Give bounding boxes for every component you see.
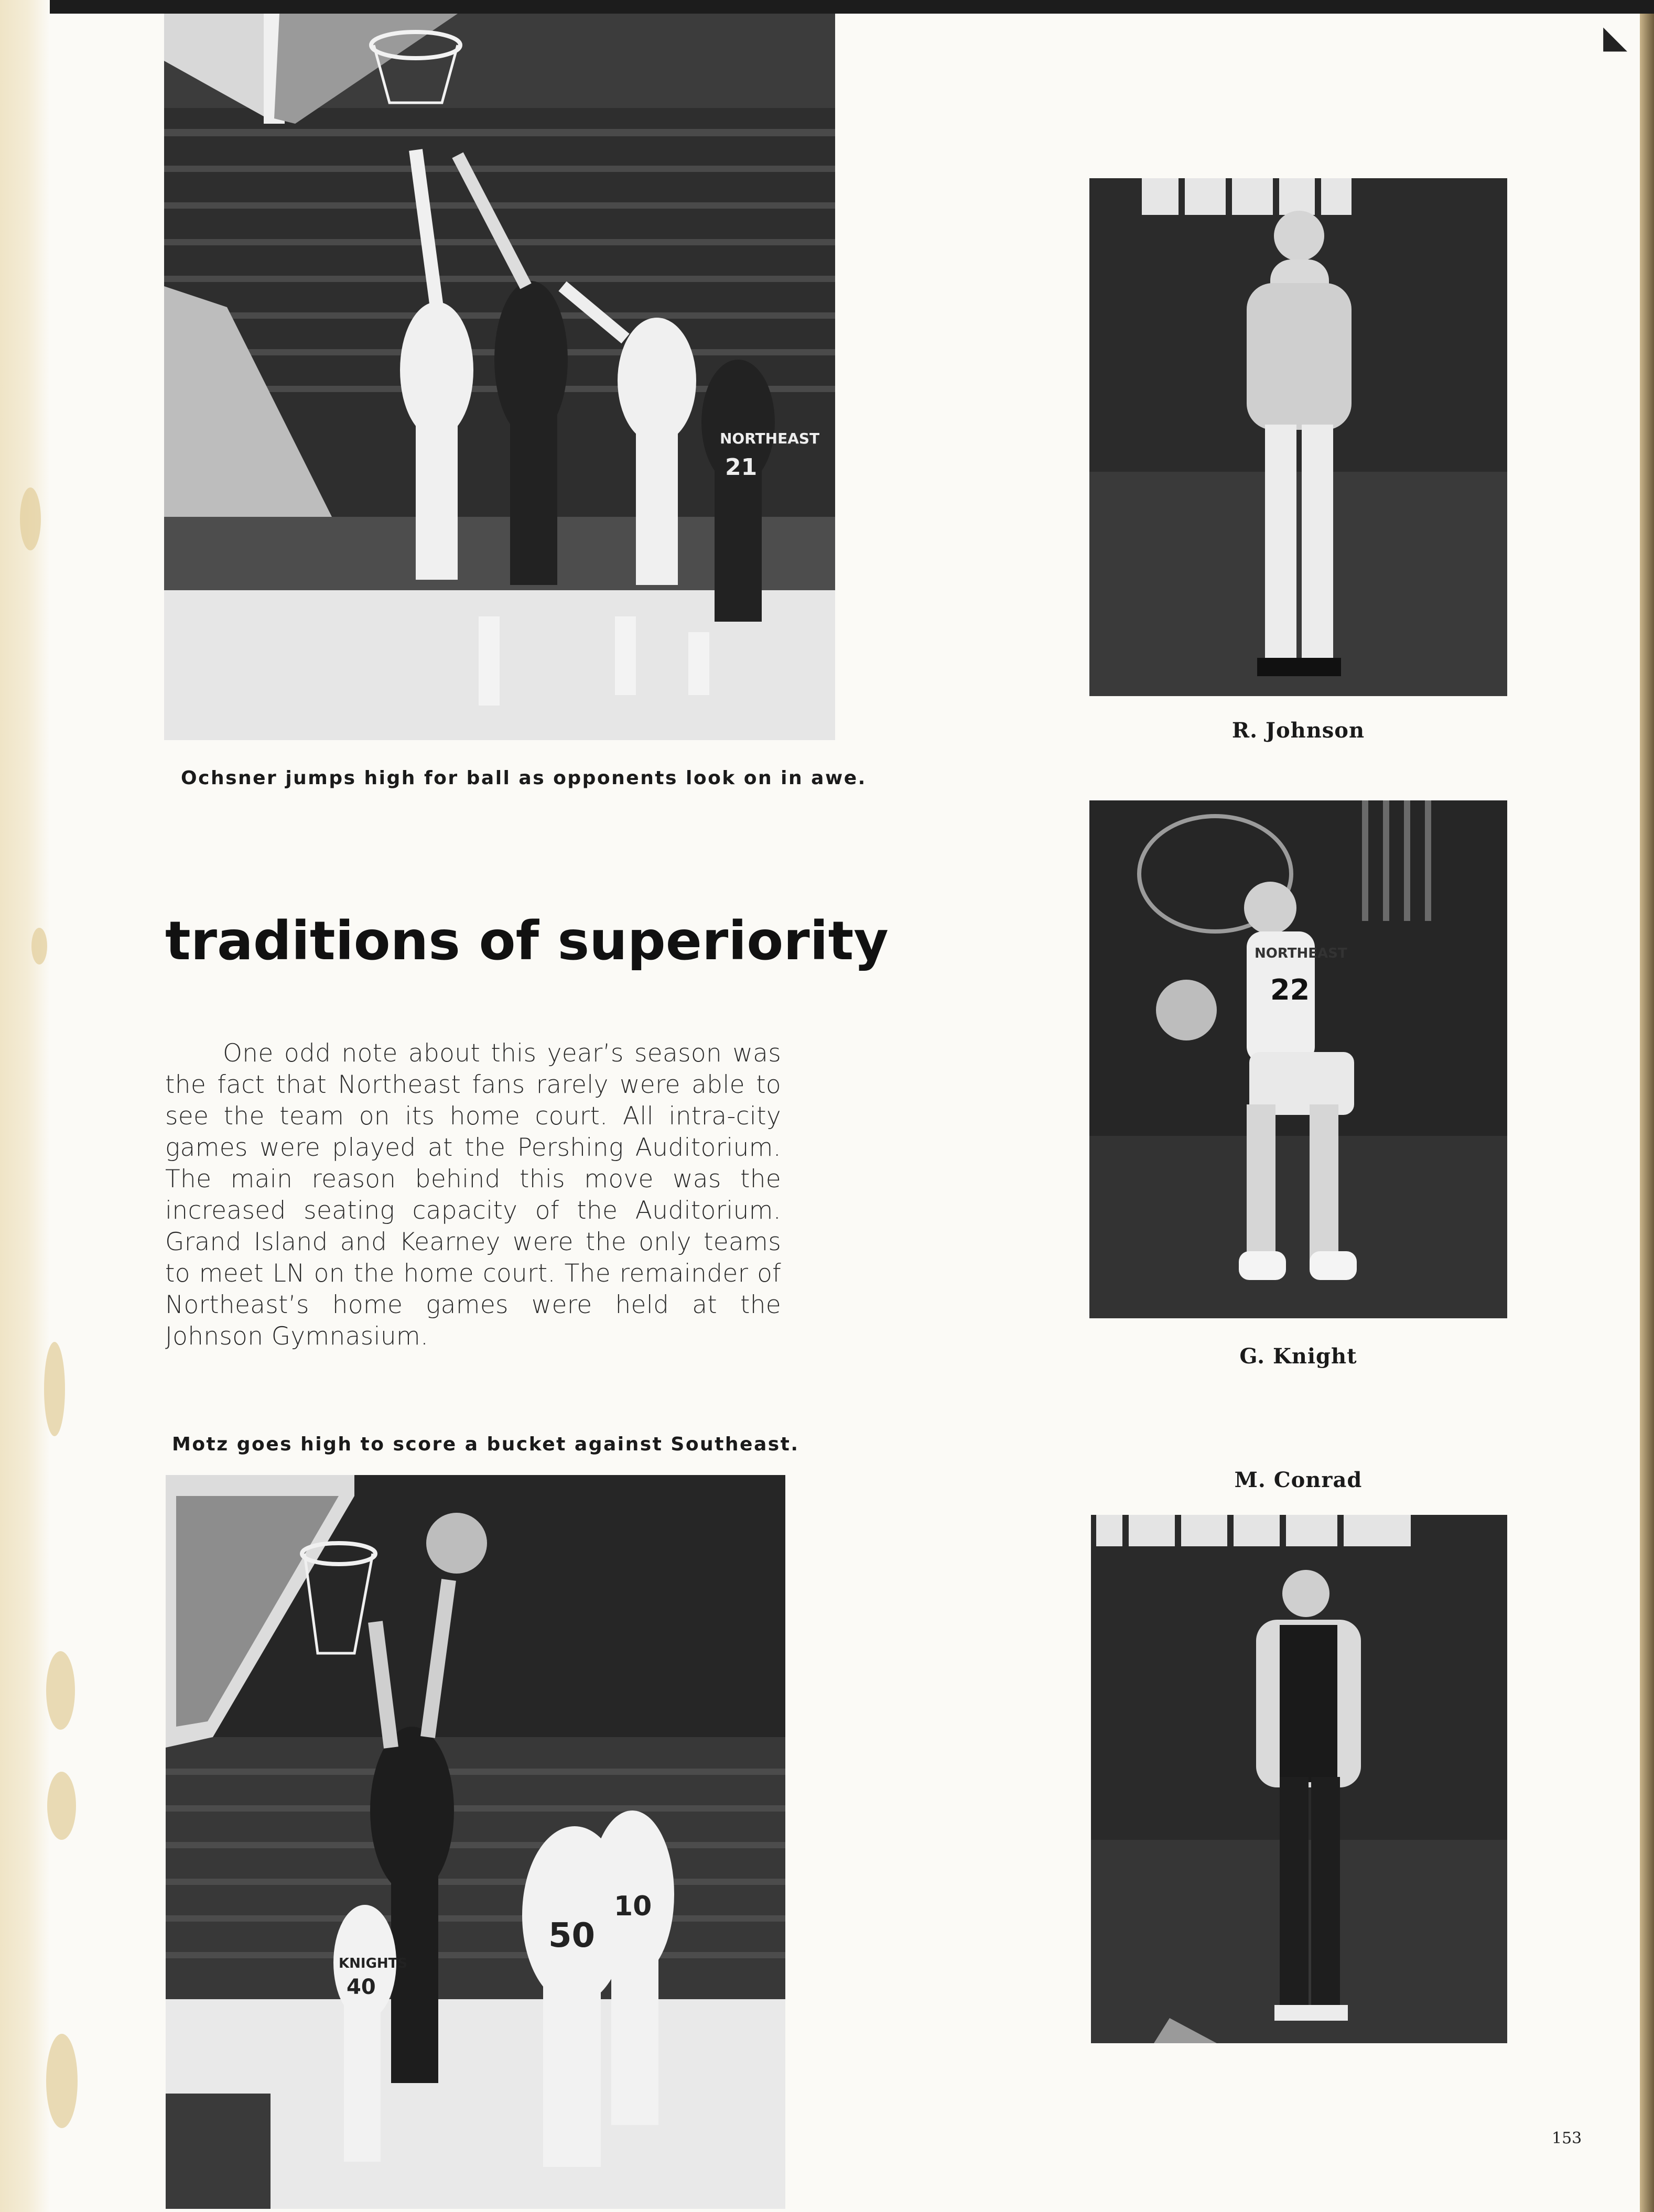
article-body [165, 1038, 781, 1352]
caption-portrait-johnson: R. Johnson [1231, 718, 1365, 743]
jersey-number: 22 [1270, 973, 1310, 1006]
page-number: 153 [1552, 2129, 1582, 2148]
binding-stain [20, 487, 41, 550]
article-body-text: One odd note about this year’s season was the fact that Northeast fans rarely were able to see the team on its home court. All intra-city games were played at the Pershing Auditorium. The main reason behind this move was the increased seating capacity of the Auditorium. Grand Island and Kearney were the only teams to meet LN on the home court. The remainder of Northeast’s home games were held at the Johnson Gymnasium. [165, 1039, 781, 1351]
jersey-number: 50 [548, 1916, 596, 1955]
photo-top-game [164, 14, 835, 740]
binding-stain [46, 1651, 75, 1730]
photo-portrait-knight [1089, 800, 1507, 1318]
page-top-border [0, 0, 1654, 14]
photo-bottom-game [166, 1475, 785, 2209]
binding-stain [44, 1342, 65, 1436]
binding-stain [31, 928, 47, 964]
jersey-number: 10 [614, 1891, 652, 1922]
page-right-edge [1640, 14, 1654, 2212]
caption-portrait-conrad: M. Conrad [1234, 1468, 1363, 1492]
binding-stain [46, 2034, 78, 2128]
jersey-number: 21 [725, 454, 758, 481]
page-binding-edge [0, 0, 50, 2212]
photo-portrait-conrad [1091, 1515, 1507, 2043]
jersey-text: NORTHEAST [720, 430, 820, 447]
jersey-text: NORTHEAST [1255, 946, 1347, 961]
caption-portrait-knight: G. Knight [1239, 1344, 1357, 1369]
jersey-number: 40 [347, 1975, 376, 1999]
caption-top-photo: Ochsner jumps high for ball as opponents look on in awe. [181, 767, 867, 789]
caption-bottom-photo: Motz goes high to score a bucket against Southeast. [172, 1434, 799, 1455]
photo-portrait-johnson [1089, 178, 1507, 696]
article-headline: traditions of superiority [165, 910, 889, 972]
binding-stain [47, 1772, 76, 1840]
jersey-text: KNIGHTS [339, 1956, 408, 1971]
corner-mark-icon: ◣ [1603, 19, 1628, 56]
